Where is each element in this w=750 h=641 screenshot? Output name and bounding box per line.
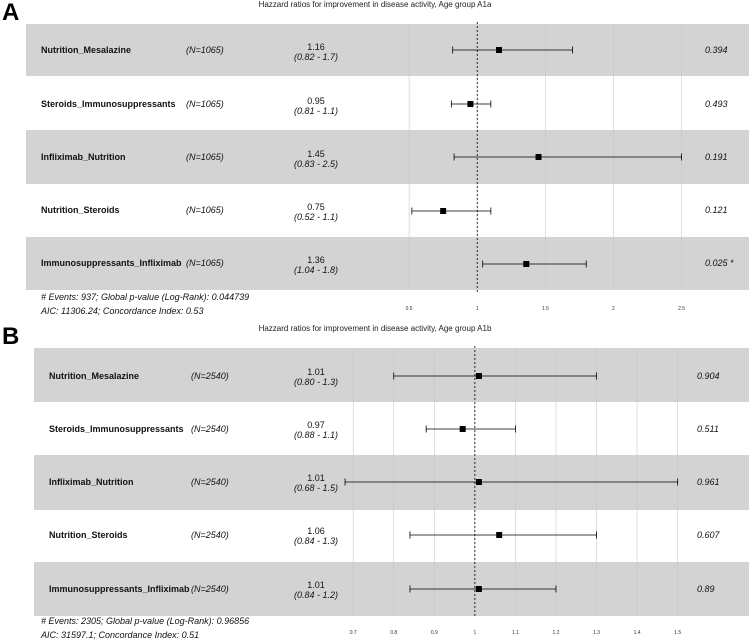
hr-value: 1.01 (307, 473, 325, 483)
p-value: 0.493 (705, 99, 728, 109)
ci-value: (0.82 - 1.7) (293, 52, 339, 62)
table-row (49, 526, 721, 546)
variable-label: Infliximab_Nutrition (49, 477, 134, 487)
n-label: (N=1065) (186, 45, 224, 55)
axis-tick-label: 1.2 (552, 630, 560, 636)
hr-value: 1.45 (307, 149, 325, 159)
ci-value: (0.81 - 1.1) (293, 106, 339, 116)
hr-point-marker (523, 261, 529, 267)
n-label: (N=1065) (186, 152, 224, 162)
p-value: 0.121 (705, 205, 728, 215)
hr-value: 0.95 (307, 96, 325, 106)
axis-tick-label: 0.8 (390, 630, 398, 636)
axis-tick-label: 1.5 (674, 630, 682, 636)
p-value: 0.511 (697, 424, 719, 434)
n-label: (N=2540) (191, 477, 229, 487)
hr-value: 1.36 (307, 255, 325, 265)
n-label: (N=1065) (186, 205, 224, 215)
axis-tick-label: 1.4 (633, 630, 641, 636)
ci-value: (1.04 - 1.8) (293, 265, 339, 275)
panel-a-footnote-events: # Events: 937; Global p-value (Log-Rank): 0.044739 (41, 292, 250, 302)
p-value: 0.191 (705, 152, 728, 162)
n-label: (N=2540) (191, 530, 229, 540)
ci-value: (0.84 - 1.3) (293, 536, 339, 546)
panel-a-footnote-aic: AIC: 11306.24; Concordance Index: 0.53 (41, 306, 204, 316)
ci-value: (0.88 - 1.1) (293, 430, 339, 440)
variable-label: Steroids_Immunosuppressants (41, 99, 176, 109)
hr-point-marker (536, 154, 542, 160)
hr-value: 1.01 (307, 367, 325, 377)
n-label: (N=2540) (191, 424, 229, 434)
row-band (26, 24, 749, 76)
variable-label: Immunosuppressants_Infliximab (49, 584, 190, 594)
p-value: 0.025 * (705, 258, 734, 268)
ci-value: (0.83 - 2.5) (293, 159, 339, 169)
panel-b-axis-ticks (350, 630, 682, 636)
hr-point-marker (440, 208, 446, 214)
variable-label: Infliximab_Nutrition (41, 152, 126, 162)
ci-value: (0.84 - 1.2) (293, 590, 339, 600)
variable-label: Nutrition_Steroids (49, 530, 128, 540)
n-label: (N=2540) (191, 584, 229, 594)
variable-label: Steroids_Immunosuppressants (49, 424, 184, 434)
n-label: (N=1065) (186, 99, 224, 109)
hr-point-marker (467, 101, 473, 107)
axis-tick-label: 1.1 (511, 630, 519, 636)
p-value: 0.607 (697, 530, 720, 540)
ci-whisker (410, 532, 597, 539)
table-row (41, 202, 728, 222)
hr-point-marker (460, 426, 466, 432)
table-row (41, 96, 728, 116)
axis-tick-label: 0.9 (430, 630, 438, 636)
hr-point-marker (476, 373, 482, 379)
axis-tick-label: 0.7 (349, 630, 357, 636)
panel-label-a: A (2, 0, 20, 26)
axis-tick-label: 1 (475, 306, 479, 312)
hr-point-marker (496, 47, 502, 53)
hr-point-marker (496, 532, 502, 538)
ci-whisker (412, 208, 491, 215)
variable-label: Nutrition_Steroids (41, 205, 120, 215)
hr-point-marker (476, 586, 482, 592)
hr-value: 1.16 (307, 42, 325, 52)
row-band (34, 455, 749, 510)
axis-tick-label: 1.5 (541, 306, 549, 312)
hr-value: 0.75 (307, 202, 325, 212)
p-value: 0.394 (705, 45, 728, 55)
p-value: 0.961 (697, 477, 720, 487)
p-value: 0.904 (697, 371, 720, 381)
axis-tick-label: 0.5 (405, 306, 413, 312)
ci-value: (0.68 - 1.5) (293, 483, 339, 493)
ci-value: (0.80 - 1.3) (293, 377, 339, 387)
panel-b-footnote-aic: AIC: 31597.1; Concordance Index: 0.51 (41, 630, 200, 640)
variable-label: Nutrition_Mesalazine (49, 371, 140, 381)
panel-a-axis-ticks (406, 306, 686, 312)
panel-b-footnote-events: # Events: 2305; Global p-value (Log-Rank): 0.96856 (41, 616, 250, 626)
n-label: (N=1065) (186, 258, 224, 268)
axis-tick-label: 1.3 (593, 630, 601, 636)
panel-a (2, 0, 749, 316)
hr-value: 1.06 (307, 526, 325, 536)
row-band (34, 348, 749, 402)
axis-tick-label: 2.5 (678, 306, 686, 312)
ci-whisker (426, 426, 515, 433)
panel-label-b: B (2, 323, 20, 350)
axis-tick-label: 2 (612, 306, 615, 312)
p-value: 0.89 (697, 584, 715, 594)
variable-label: Nutrition_Mesalazine (41, 45, 132, 55)
panel-a-title: Hazzard ratios for improvement in disease activity, Age group A1a (258, 0, 492, 9)
panel-b (2, 323, 749, 640)
hr-value: 1.01 (307, 580, 325, 590)
n-label: (N=2540) (191, 371, 229, 381)
panel-b-title: Hazzard ratios for improvement in disease activity, Age group A1b (258, 324, 492, 333)
hr-value: 0.97 (307, 420, 325, 430)
table-row (49, 420, 719, 440)
hr-point-marker (476, 479, 482, 485)
ci-value: (0.52 - 1.1) (293, 212, 339, 222)
variable-label: Immunosuppressants_Infliximab (41, 258, 182, 268)
axis-tick-label: 1 (473, 630, 477, 636)
